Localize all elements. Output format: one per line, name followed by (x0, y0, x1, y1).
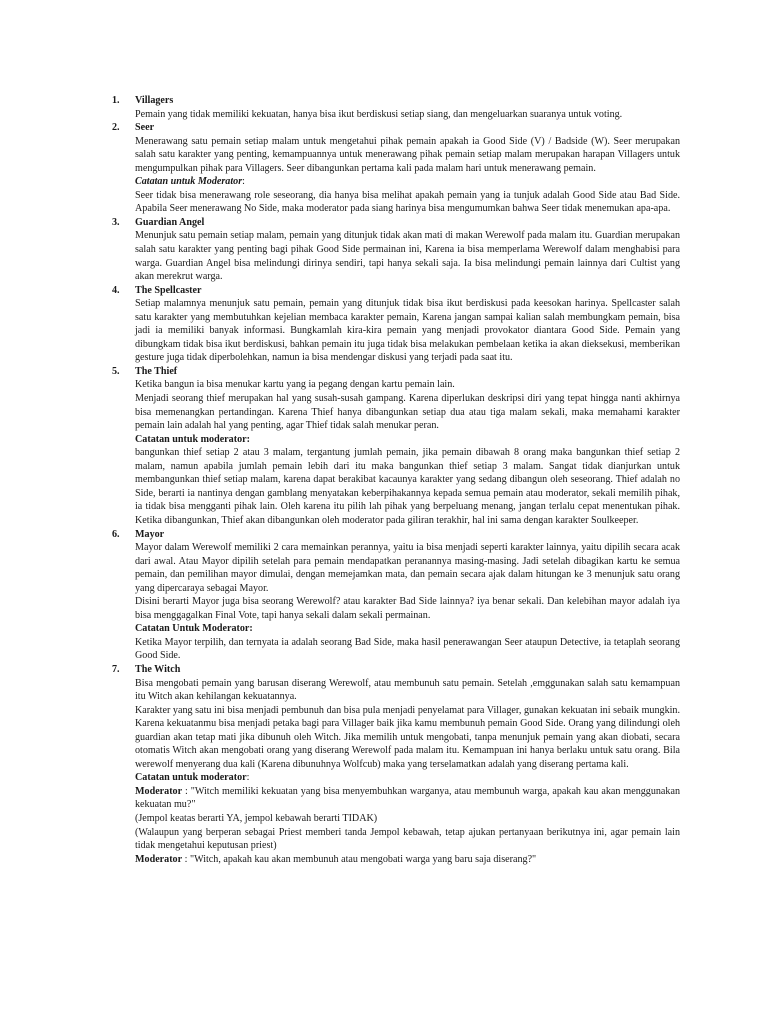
item-title-thief: The Thief (135, 365, 178, 377)
moderator-dialogue-text: : "Witch, apakah kau akan membunuh atau mengobati warga yang baru saja diserang?" (182, 853, 537, 865)
item-paragraph: Pemain yang tidak memiliki kekuatan, hanya bisa ikut berdiskusi setiap siang, dan mengeluarkan suaranya untuk voting. (135, 108, 623, 120)
moderator-note-text: Seer tidak bisa menerawang role seseorang, dia hanya bisa melihat apakah pemain yang ia tunjuk adalah Good Side atau Bad Side. Apabila Seer menerawang No Side, maka moderator pada siang harinya bisa mengumumkan bahwa Seer tidak menemukan apa-apa. (135, 189, 680, 215)
item-number: 5. (112, 365, 120, 377)
priest-instruction: (Walaupun yang berperan sebagai Priest memberi tanda Jempol kebawah, tetap ajukan pertanyaan berikutnya ini, agar pemain lain tidak mengetahui keputusan priest) (135, 826, 680, 852)
item-number: 6. (112, 528, 120, 540)
moderator-note-heading (135, 175, 680, 189)
moderator-note-label: Catatan untuk moderator: (135, 433, 250, 445)
moderator-dialogue-1 (135, 785, 680, 812)
item-number: 2. (112, 122, 120, 134)
jempol-instruction: (Jempol keatas berarti YA, jempol kebawah berarti TIDAK) (135, 812, 378, 824)
item-paragraph: Setiap malamnya menunjuk satu pemain, pemain yang ditunjuk tidak bisa ikut berdiskusi pada keesokan harinya. Spellcaster salah satu karakter yang membutuhkan kejelian membaca karakter pemain, Karena jangan sampai kalian salah membungkam pemain, bisa jadi ia memiliki banyak informasi. Bungkamlah kira-kira pemain yang menjadi provokator diantara Good Side. Pemain yang dibungkam tidak bisa ikut berdiskusi, bahkan pemain itu juga tidak bisa melakukan pembelaan ketika ia akan dieksekusi, memberikan gesture juga tidak diperbolehkan, namun ia bisa mendengar diskusi yang terjadi pada saat itu. (135, 298, 680, 364)
moderator-note-label: Catatan Untuk Moderator: (135, 623, 253, 635)
item-paragraph: Disini berarti Mayor juga bisa seorang Werewolf? atau karakter Bad Side lainnya? iya benar sekali. Dan kelebihan mayor adalah iya bisa menggagalkan Final Vote, tapi hanya sekali dalam sekali permainan. (135, 596, 680, 621)
item-number: 1. (112, 95, 120, 106)
item-paragraph: Mayor dalam Werewolf memiliki 2 cara memainkan perannya, yaitu ia bisa menjadi seperti karakter lainnya, yaitu dipilih secara acak dari awal. Atau Mayor dipilih setelah para pemain mendapatkan peranannya masing-masing. Jadi setelah dibagikan kartu ke semua pemain, dan pemilihan mayor dimulai, dengan memejamkan mata, dan pemain secara ajak dalam hitungan ke 3 menunjuk satu orang yang dipercaraya sebagai Mayor. (135, 542, 680, 594)
item-paragraph: Bisa mengobati pemain yang barusan diserang Werewolf, atau membunuh satu pemain. Setelah ,emggunakan salah satu kemampuan itu Witch akan kehilangan kekuatannya. (135, 677, 680, 703)
list-item-mayor (0, 528, 768, 663)
moderator-note-label: Catatan untuk moderator (135, 772, 247, 784)
list-item-thief (0, 365, 768, 528)
item-paragraph: Menunjuk satu pemain setiap malam, pemain yang ditunjuk tidak akan mati di makan Werewolf pada malam itu. Guardian merupakan salah satu karakter yang penting bagi pihak Good Side permainan ini, Karena ia bisa memperlama Werewolf dalam menghabisi para warga. Guardian Angel bisa melindungi dirinya sendiri, tapi hanya sekali saja. Ia bisa melindungi pemain lainnya dari Cultist yang akan merekrut warga. (135, 230, 680, 283)
item-paragraph: Menjadi seorang thief merupakan hal yang susah-susah gampang. Karena diperlukan deskripsi diri yang tepat hingga nanti akhirnya bisa memenangkan pertandingan. Karena Thief hanya dibangunkan setiap dua atau tiga malam sekali, maka memahami karakter pemain lain adalah hal yang penting, agar Thief tidak salah menukar peran. (135, 393, 680, 432)
list-item-villagers (0, 94, 768, 121)
item-paragraph: Menerawang satu pemain setiap malam untuk mengetahui pihak pemain apakah ia Good Side (V) / Badside (W). Seer merupakan salah satu karakter yang penting, kemampuannya untuk menerawang pihak pemain setiap malam merupakan harapan Villagers untuk mengumpulkan pihak para Villagers. Seer dibangunkan pertama kali pada malam hari untuk menerawang pemain. (135, 135, 680, 174)
moderator-note-heading (135, 771, 680, 785)
item-title-villagers: Villagers (135, 95, 174, 106)
list-item-seer (0, 121, 768, 216)
item-title-guardian-angel: Guardian Angel (135, 216, 205, 228)
item-title-spellcaster: The Spellcaster (135, 284, 202, 296)
moderator-note-text: Ketika Mayor terpilih, dan ternyata ia adalah seorang Bad Side, maka hasil penerawangan Seer ataupun Detective, ia tetaplah seorang Good Side. (135, 636, 680, 662)
item-paragraph: Karakter yang satu ini bisa menjadi pembunuh dan bisa pula menjadi penyelamat para Villager, gunakan kekuatan ini sebaik mungkin. Karena kekuatanmu bisa menjadi petaka bagi para Villager baik jika kamu membunuh pemain Good Side. Orang yang dilindungi oleh guardian akan tetap mati jika dibunuh oleh Witch. Jika memilih untuk mengobati, tanpa menunjuk pemain yang akan diobati, secara otomatis Witch akan mengobati orang yang diserang Werewolf pada malam itu. Kemampuan ini hanya berlaku untuk satu orang. Bila werewolf menyerang dua kali (Karena dibunuhnya Wolfcub) maka yang terselamatkan adalah yang diserang pertama kali. (135, 704, 680, 770)
item-number: 3. (112, 216, 120, 228)
moderator-speaker-label: Moderator (135, 785, 183, 797)
item-paragraph: Ketika bangun ia bisa menukar kartu yang ia pegang dengan kartu pemain lain. (135, 379, 455, 391)
item-title-witch: The Witch (135, 663, 181, 675)
item-number: 7. (112, 663, 120, 675)
moderator-dialogue-text: : "Witch memiliki kekuatan yang bisa menyembuhkan warganya, atau membunuh warga, apakah kau akan menggunakan kekuatan mu?" (135, 785, 680, 811)
moderator-note-text: bangunkan thief setiap 2 atau 3 malam, tergantung jumlah pemain, jika pemain dibawah 8 orang maka bangunkan thief setiap 2 malam, namun apabila jumlah pemain lebih dari itu maka bangunkan thief setiap 3 malam. Sangat tidak dianjurkan untuk membangunkan thief setiap malam, karena dapat berakibat kacaunya karakter yang sedang dibangun oleh seseorang. Thief adalah no Side, berarti ia nantinya dengan gamblang menyatakan keberpihakannya kepada semua pemain atau moderator, sekali memilih pihak, ia tidak bisa mengganti pihak lain. Oleh karena itu pilih lah pihak yang berpeluang menang, jangan terlalu cepat menentukan pihak. Ketika dibangunkan, Thief akan dibangunkan oleh moderator pada giliran terakhir, hal ini sama dengan karakter Soulkeeper. (135, 447, 680, 526)
item-title-mayor: Mayor (135, 528, 165, 540)
moderator-note-label: Catatan untuk Moderator (135, 176, 243, 188)
list-item-spellcaster (0, 284, 768, 365)
list-item-guardian-angel (0, 216, 768, 284)
moderator-note-colon: : (242, 176, 245, 188)
moderator-speaker-label: Moderator (135, 853, 183, 865)
moderator-note-colon: : (246, 772, 250, 784)
item-number: 4. (112, 284, 120, 296)
moderator-dialogue-2 (135, 853, 680, 867)
item-title-seer: Seer (135, 122, 155, 134)
list-item-witch (0, 663, 768, 866)
role-list (0, 94, 768, 866)
